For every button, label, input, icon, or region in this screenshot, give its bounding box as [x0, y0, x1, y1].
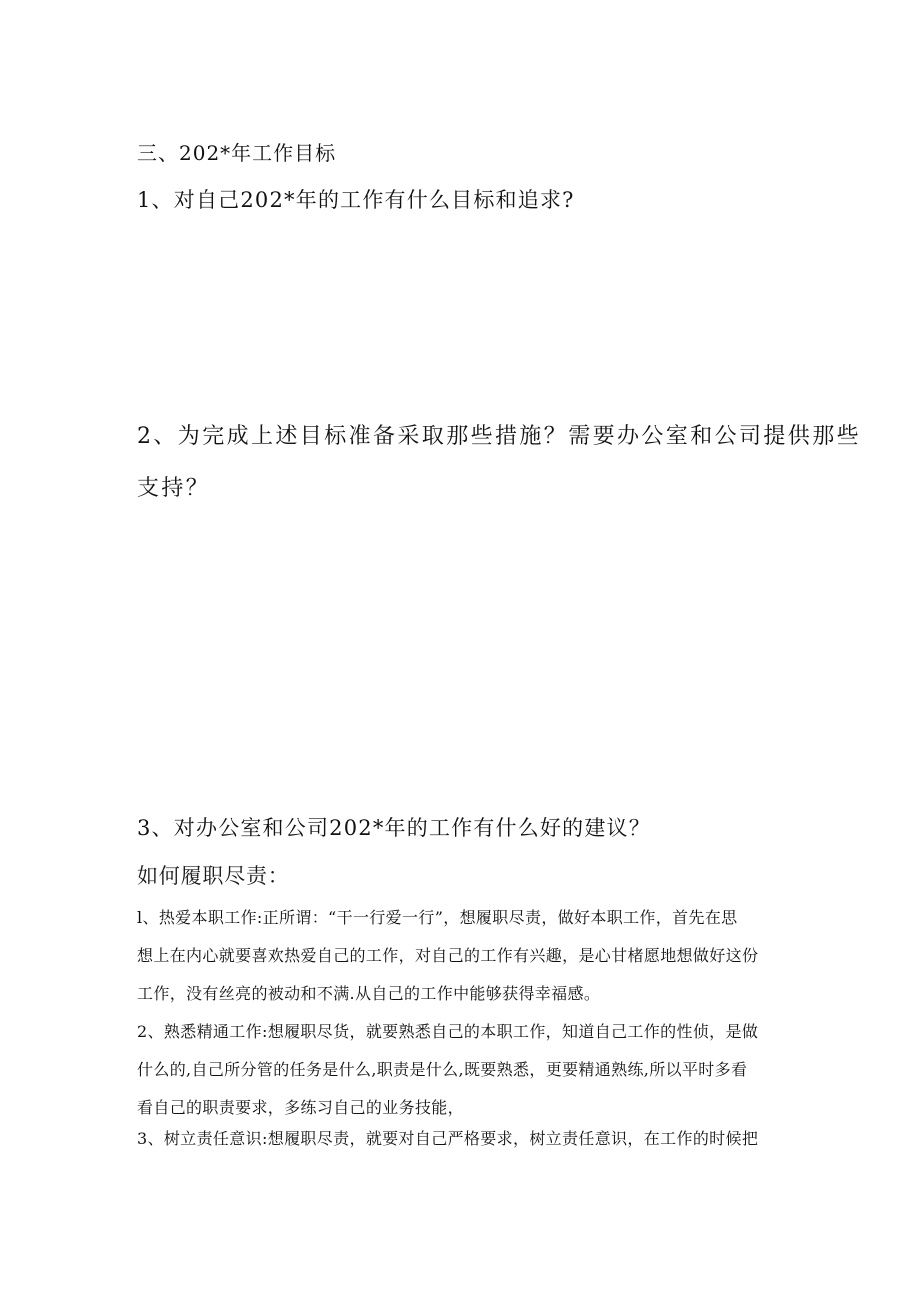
section-title: 三、202*年工作目标	[137, 141, 337, 165]
question-2-line-2: 支持？	[137, 476, 211, 501]
paragraph-line: l、热爱本职工作:正所谓：“干一行爱一行”，想履职尽责，做好本职工作，首先在思	[137, 908, 738, 927]
paragraph-3	[137, 1129, 787, 1167]
paragraph-line: 工作，没有丝亮的被动和不满.从自己的工作中能够获得幸福感。	[137, 984, 601, 1003]
subheading: 如何履职尽责：	[137, 864, 290, 888]
question-1: 1、对自己202*年的工作有什么目标和追求?	[137, 188, 575, 212]
paragraph-line: 看自己的职责要求，多练习自己的业务技能，	[137, 1098, 465, 1117]
paragraph-line: 3、树立责任意识:想履职尽责，就要对自己严格要求，树立责任意识，在工作的时候把	[137, 1129, 759, 1148]
question-3: 3、对办公室和公司202*年的工作有什么好的建议？	[137, 816, 651, 840]
paragraph-line: 想上在内心就要喜欢热爱自己的工作，对自己的工作有兴趣，是心甘楮愿地想做好这份	[137, 946, 759, 965]
paragraph-1	[137, 908, 787, 1022]
paragraph-line: 2、熟悉精通工作:想履职尽货，就要熟悉自己的本职工作，知道自己工作的性侦，是做	[137, 1022, 759, 1041]
paragraph-2	[137, 1022, 787, 1136]
question-2-line-1: 2、为完成上述目标准备采取那些措施？需要办公室和公司提供那些	[137, 424, 861, 449]
paragraph-line: 什么的,自己所分管的任务是什么,职责是什么,既要熟悉，更要精通熟练,所以平时多看	[137, 1060, 748, 1079]
